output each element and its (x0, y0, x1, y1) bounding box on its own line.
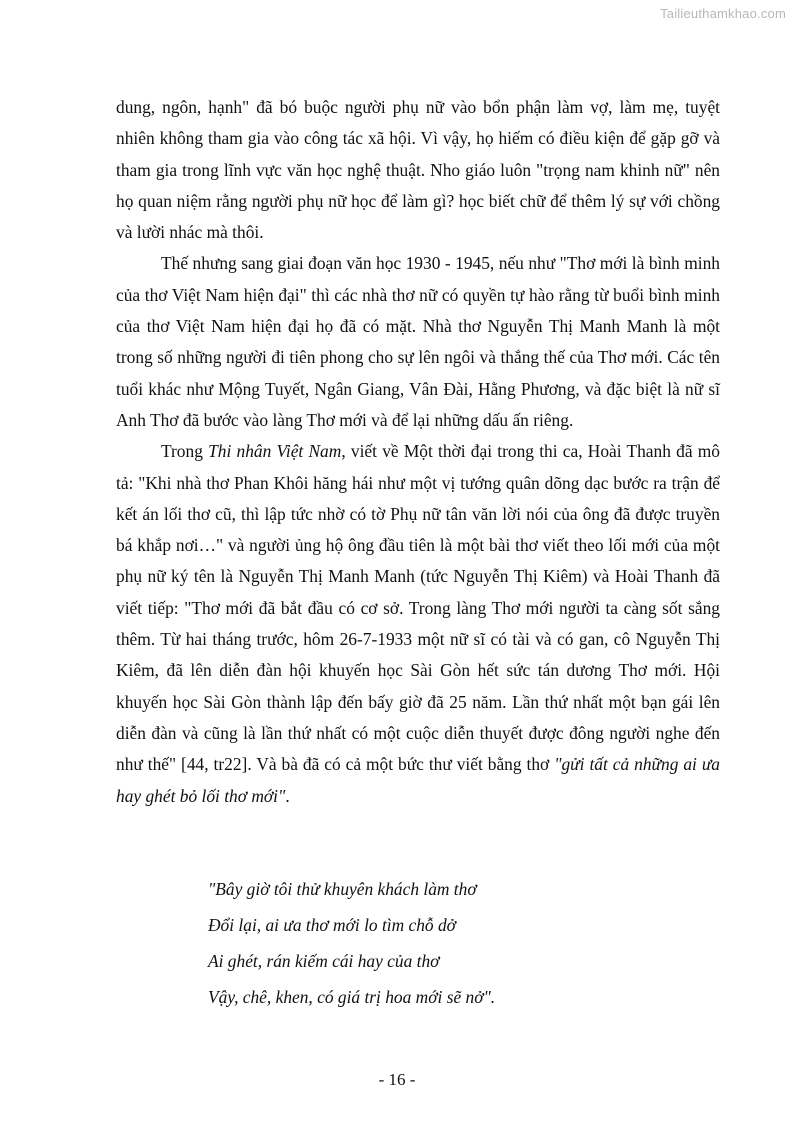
paragraph-2: Thế nhưng sang giai đoạn văn học 1930 - 1945, nếu như "Thơ mới là bình minh của thơ Việt Nam hiện đại" thì các nhà thơ nữ có quyền tự hào rằng từ buổi bình minh của thơ Việt Nam hiện đại họ đã có mặt. Nhà thơ Nguyễn Thị Manh Manh là một trong số những người đi tiên phong cho sự lên ngôi và thắng thế của Thơ mới. Các tên tuổi khác như Mộng Tuyết, Ngân Giang, Vân Đài, Hằng Phương, và đặc biệt là nữ sĩ Anh Thơ đã bước vào làng Thơ mới và để lại những dấu ấn riêng. (116, 253, 720, 430)
poem-line: Vậy, chê, khen, có giá trị hoa mới sẽ nở". (208, 987, 496, 1007)
poem-block (208, 871, 495, 1015)
document-body (116, 92, 720, 812)
letter-title-quote: "gửi tất cả những ai ưa hay ghét bỏ lối thơ mới" (116, 754, 720, 806)
page-number: - 16 - (378, 1070, 416, 1089)
poem-line: "Bây giờ tôi thử khuyên khách làm thơ (208, 879, 477, 899)
paragraph-3-lead: Trong (161, 441, 209, 462)
paragraph-3-end: . (285, 785, 290, 806)
book-title: Thi nhân Việt Nam (208, 441, 342, 462)
paragraph-1: dung, ngôn, hạnh" đã bó buộc người phụ nữ vào bổn phận làm vợ, làm mẹ, tuyệt nhiên không tham gia vào công tác xã hội. Vì vậy, họ hiếm có điều kiện để gặp gỡ và tham gia trong lĩnh vực văn học nghệ thuật. Nho giáo luôn "trọng nam khinh nữ" nên họ quan niệm rằng người phụ nữ học để làm gì? học biết chữ để thêm lý sự với chồng và lười nhác mà thôi. (116, 97, 720, 243)
paragraph-3-body: , viết về Một thời đại trong thi ca, Hoài Thanh đã mô tả: "Khi nhà thơ Phan Khôi hăng hái như một vị tướng quân dõng dạc bước ra trận để kết án lối thơ cũ, thì lập tức nhờ có tờ Phụ nữ tân văn lời nói của ông đã được truyền bá khắp nơi…" và người ủng hộ ông đầu tiên là một bài thơ viết theo lối mới của một phụ nữ ký tên là Nguyễn Thị Manh Manh (tức Nguyễn Thị Kiêm) và Hoài Thanh đã viết tiếp: "Thơ mới đã bắt đầu có cơ sở. Trong làng Thơ mới người ta càng sốt sắng thêm. Từ hai tháng trước, hôm 26-7-1933 một nữ sĩ có tài và có gan, cô Nguyễn Thị Kiêm, đã lên diễn đàn hội khuyến học Sài Gòn hết sức tán dương Thơ mới. Hội khuyến học Sài Gòn thành lập đến bấy giờ đã 25 năm. Lần thứ nhất một bạn gái lên diễn đàn và cũng là lần thứ nhất có một cuộc diễn thuyết được đông người nghe đến như thế" [44, tr22]. Và bà đã có cả một bức thư viết bằng thơ (116, 441, 720, 775)
watermark: Tailieuthamkhao.com (660, 6, 786, 21)
paragraph-3 (116, 436, 720, 812)
poem-line: Ai ghét, rán kiếm cái hay của thơ (208, 951, 440, 971)
poem-line: Đổi lại, ai ưa thơ mới lo tìm chỗ dở (208, 915, 456, 935)
